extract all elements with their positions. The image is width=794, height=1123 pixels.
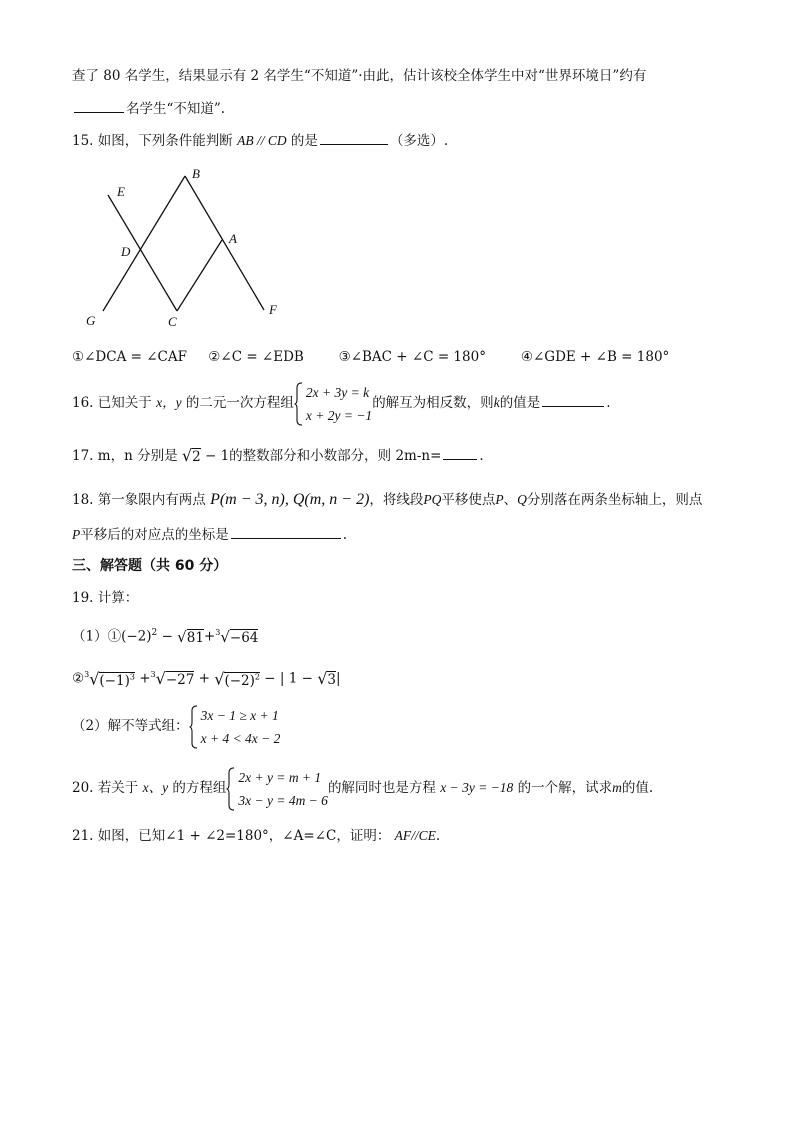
q20-stem xyxy=(72,764,653,812)
q15-text-a: 如图，下列条件能判断 xyxy=(97,133,233,149)
q21-number: 21. xyxy=(72,828,94,844)
q19-part2-plus-1: + xyxy=(139,670,151,687)
q19-part2-exp-3: 2 xyxy=(254,672,260,682)
q19-sqrt-3: √3 xyxy=(317,668,337,688)
q19-cbrt-neg27: √−27 xyxy=(155,668,195,688)
q15-options xyxy=(72,347,669,367)
q15-figure xyxy=(80,165,295,335)
q19-sqrt-neg2-squared: $√(-2)^2$ xyxy=(214,669,260,689)
q19-rad-neg27: −27 xyxy=(165,671,195,688)
label-A: A xyxy=(229,231,237,246)
q17-stem xyxy=(72,444,484,469)
q20-eq1: 2x + y = m + 1 xyxy=(238,769,322,785)
q21-end: . xyxy=(435,828,441,844)
q18-line2-text: 平移后的对应点的坐标是 xyxy=(80,527,229,543)
q15-option-2: ②∠C = ∠EDB xyxy=(208,349,304,365)
q19-part1-exp: 2 xyxy=(151,628,158,638)
q20-text-c: 的解同时也是方程 xyxy=(327,780,436,796)
label-B: B xyxy=(192,166,200,181)
label-G: G xyxy=(86,313,96,328)
q19-text: 计算： xyxy=(97,590,139,606)
q19-part2-abs-bar: | xyxy=(336,670,341,687)
label-C: C xyxy=(168,314,177,329)
q17-sqrt: √2 xyxy=(181,446,201,465)
q20-text-b: 的方程组 xyxy=(172,780,227,796)
q18-points: P(m − 3, n), Q(m, n − 2) xyxy=(210,491,370,508)
q19-rad-neg64: −64 xyxy=(229,629,259,646)
q19-ineq1: 3x − 1 ≥ x + 1 xyxy=(200,707,279,723)
q16-text-a: 已知关于 xyxy=(97,395,152,411)
q16-text-d: 的值是 xyxy=(499,395,541,411)
q16-text-b: 的二元一次方程组 xyxy=(185,395,294,411)
q17-minus-one: − 1 xyxy=(204,448,230,464)
q18-number: 18. xyxy=(72,492,94,508)
q15-number: 15. xyxy=(72,133,94,149)
section-3-title: 三、解答题（共 60 分） xyxy=(72,558,228,574)
q20-text-d: 的一个解，试求 xyxy=(517,780,613,796)
q17-text-b: 的整数部分和小数部分，则 2m-n= xyxy=(229,448,442,464)
label-E: E xyxy=(117,184,125,199)
brace-icon xyxy=(294,382,303,426)
brace-icon xyxy=(189,705,198,749)
q16-eq2: x + 2y = −1 xyxy=(305,407,373,423)
q15-expr: AB // CD xyxy=(237,133,287,148)
segment-CA xyxy=(177,240,222,311)
q19-stem xyxy=(72,588,138,608)
q17-number: 17. xyxy=(72,448,94,464)
q17-text-a: m，n 分别是 xyxy=(97,448,178,464)
q19-part1-base: (−2) xyxy=(121,628,152,645)
segment-EC xyxy=(108,195,177,311)
q18-sep: 、 xyxy=(503,492,518,508)
segment-EG xyxy=(103,176,185,311)
q19-inequality-system xyxy=(189,704,281,750)
q19-cbrt-64: √−64 xyxy=(220,627,259,646)
q16-stem xyxy=(72,380,610,427)
q14-text: 查了 80 名学生，结果显示有 2 名学生“不知道”·由此，估计该校全体学生中对“世界环境日”约有 xyxy=(72,68,647,84)
q18-pq: PQ xyxy=(423,492,442,507)
q15-option-1: ①∠DCA = ∠CAF xyxy=(72,349,187,365)
label-F: F xyxy=(269,302,277,317)
q17-end: . xyxy=(479,448,484,464)
q18-text-c: 平移使点 xyxy=(441,492,496,508)
q21-expr: AF//CE xyxy=(394,828,436,843)
q19-rad-81: 81 xyxy=(186,629,204,646)
q19-part2 xyxy=(72,662,341,694)
q20-number: 20. xyxy=(72,780,94,796)
q16-text-c: 的解互为相反数，则 xyxy=(372,395,494,411)
q18-text-b: ，将线段 xyxy=(369,492,424,508)
q14-line1 xyxy=(72,66,646,86)
q16-vars: x，y xyxy=(156,395,182,410)
q15-option-3: ③∠BAC + ∠C = 180° xyxy=(338,349,486,365)
q16-system xyxy=(294,381,372,427)
q20-text-a: 若关于 xyxy=(97,780,139,796)
q19-part2-exp-1: 3 xyxy=(129,672,135,682)
q16-end: . xyxy=(606,395,611,411)
q14-line2 xyxy=(72,98,225,119)
q17-answer-blank[interactable] xyxy=(443,445,477,460)
q20-vars: x、y xyxy=(142,780,169,795)
q14-tail: 名学生“不知道”. xyxy=(126,101,226,117)
q19-cbrt-neg1-cubed: $√(-1)^3$ xyxy=(89,669,135,689)
q15-text-b: 的是 xyxy=(290,133,318,149)
q20-system xyxy=(226,766,328,812)
q17-radicand: 2 xyxy=(192,449,201,465)
q19-rad-3: 3 xyxy=(327,671,337,688)
q19-part2-plus-2: + xyxy=(198,670,210,687)
q19-part3 xyxy=(72,702,280,750)
q19-part2-tail: − | 1 − xyxy=(264,670,313,687)
q20-eq3: x − 3y = −18 xyxy=(440,780,514,795)
q19-part1 xyxy=(72,621,258,650)
q15-stem xyxy=(72,130,448,151)
q19-rad-neg2: (−2) xyxy=(224,672,255,689)
q18-q: Q xyxy=(517,492,527,507)
q15-text-c: （多选）. xyxy=(389,133,449,149)
q19-part1-plus: + xyxy=(203,628,216,645)
q19-part1-label: （1）① xyxy=(72,628,122,645)
q19-part3-label: （2）解不等式组： xyxy=(72,718,189,734)
q18-line1 xyxy=(72,488,702,512)
q19-ineq2: x + 4 < 4x − 2 xyxy=(200,730,281,746)
q16-number: 16. xyxy=(72,395,94,411)
q15-option-4: ④∠GDE + ∠B = 180° xyxy=(520,349,670,365)
q18-line2-p: P xyxy=(72,527,81,542)
q18-end: . xyxy=(342,527,348,543)
q20-m: m xyxy=(612,780,622,795)
brace-icon xyxy=(226,767,235,811)
q15-answer-blank[interactable] xyxy=(320,130,388,145)
q18-line2 xyxy=(72,524,347,545)
q19-part2-root-index-2: 3 xyxy=(150,670,156,679)
q19-part1-minus: − xyxy=(161,628,173,645)
q19-part2-root-index-1: 3 xyxy=(84,670,90,679)
q19-number: 19. xyxy=(72,590,94,606)
q21-text-a: 如图，已知∠1 + ∠2=180°，∠A=∠C，证明： xyxy=(97,828,391,844)
q19-part2-label: ② xyxy=(72,670,85,687)
segment-BF xyxy=(185,176,264,310)
q18-answer-blank[interactable] xyxy=(231,524,341,539)
q16-k: k xyxy=(493,395,500,410)
q19-sqrt-81: √81 xyxy=(177,627,204,646)
q16-eq1: 2x + 3y = k xyxy=(305,384,370,400)
q21-stem xyxy=(72,826,440,846)
q19-part1-root-index: 3 xyxy=(215,628,221,637)
q18-p: P xyxy=(495,492,504,507)
q19-rad-neg1: (−1) xyxy=(99,672,130,689)
q20-eq2: 3x − y = 4m − 6 xyxy=(238,792,328,808)
q16-answer-blank[interactable] xyxy=(542,392,604,407)
q18-text-a: 第一象限内有两点 xyxy=(97,492,206,508)
q18-text-d: 分别落在两条坐标轴上，则点 xyxy=(526,492,703,508)
q14-answer-blank[interactable] xyxy=(74,98,124,113)
q20-text-e: 的值. xyxy=(621,780,654,796)
label-D: D xyxy=(121,244,131,259)
